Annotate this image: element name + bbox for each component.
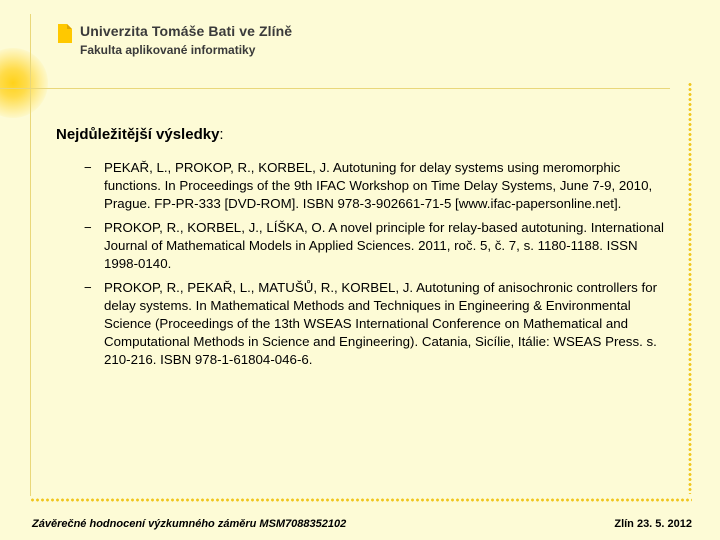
university-logo-icon [58, 24, 72, 43]
footer-date: Zlín 23. 5. 2012 [614, 518, 692, 530]
decorative-glow [0, 48, 48, 118]
section-title-colon: : [219, 126, 224, 143]
reference-bullet: − [84, 160, 92, 175]
reference-text: PEKAŘ, L., PROKOP, R., KORBEL, J. Autotuning for delay systems using meromorphic functions. In Proceedings of the 9th IFAC Workshop on Time Delay Systems, June 7-9, 2010, Prague. FP-PR-333 [DVD-ROM]. ISBN 978-3-902661-71-5 [www.ifac-papersonline.net]. [104, 160, 653, 211]
section-title [56, 126, 224, 143]
reference-item [84, 159, 668, 213]
reference-item [84, 279, 668, 369]
reference-list [84, 159, 668, 375]
reference-bullet: − [84, 280, 92, 295]
reference-bullet: − [84, 220, 92, 235]
horizontal-guide-line [0, 88, 670, 89]
bottom-dotted-border [30, 498, 692, 502]
section-title-text: Nejdůležitější výsledky [56, 126, 220, 143]
reference-item [84, 219, 668, 273]
vertical-guide-line [30, 14, 31, 496]
right-dotted-border [688, 82, 692, 494]
footer-project-title: Závěrečné hodnocení výzkumného záměru MSM7088352102 [32, 518, 347, 530]
reference-text: PROKOP, R., PEKAŘ, L., MATUŠŮ, R., KORBEL, J. Autotuning of anisochronic controllers for delay systems. In Mathematical Methods and Techniques in Engineering & Environmental Science (Proceedings of the 13th WSEAS International Conference on Mathematical and Computational Methods in Science and Engineering). Catania, Sicílie, Itálie: WSEAS Press. s. 210-216. ISBN 978-1-61804-046-6. [104, 280, 658, 367]
university-name: Univerzita Tomáše Bati ve Zlíně [80, 23, 293, 39]
faculty-name: Fakulta aplikované informatiky [80, 43, 256, 57]
reference-text: PROKOP, R., KORBEL, J., LÍŠKA, O. A novel principle for relay-based autotuning. International Journal of Mathematical Models in Applied Sciences. 2011, roč. 5, č. 7, s. 1180-1188. ISSN 1998-0140. [104, 220, 664, 271]
